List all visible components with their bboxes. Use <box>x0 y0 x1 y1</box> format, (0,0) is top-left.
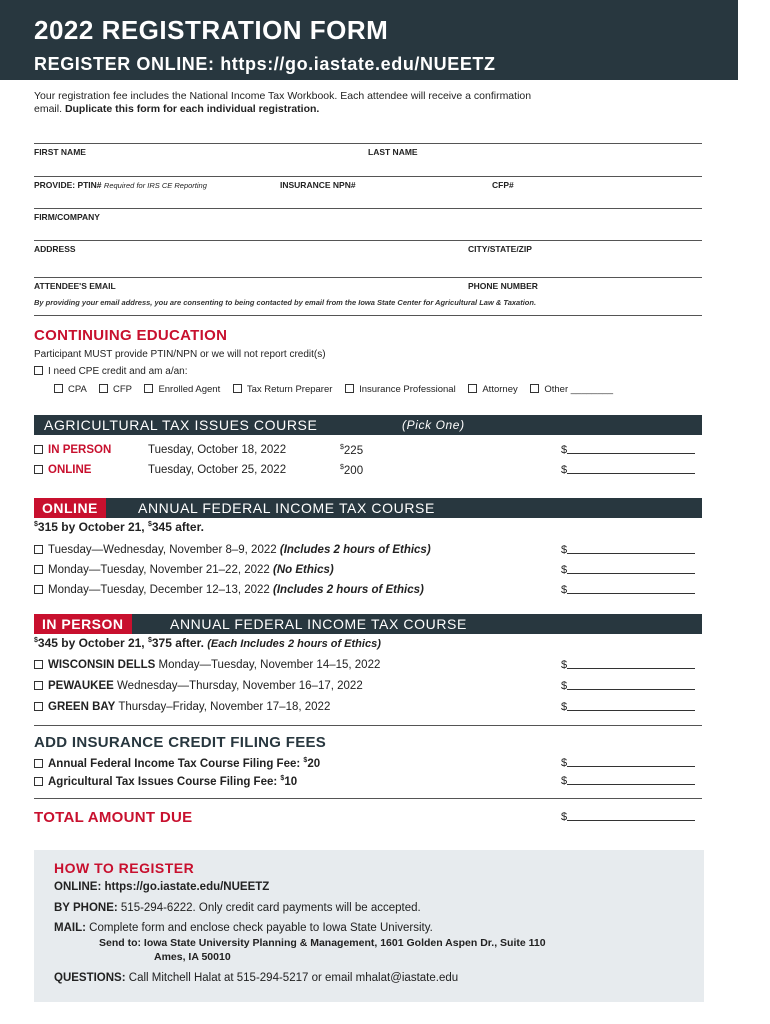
divider <box>34 798 702 799</box>
ce-option-other[interactable]: Other ________ <box>530 384 613 395</box>
howto-questions: QUESTIONS: Call Mitchell Halat at 515-294-5217 or email mhalat@iastate.edu <box>54 972 459 984</box>
online-option-nov-21[interactable]: Monday—Tuesday, November 21–22, 2022 (No Ethics) <box>34 564 334 576</box>
form-title: 2022 REGISTRATION FORM <box>34 15 389 45</box>
pewaukee-amount[interactable]: $ <box>561 680 701 692</box>
ce-option-tax-return-preparer[interactable]: Tax Return Preparer <box>233 384 333 395</box>
intro-line-1: Your registration fee includes the National Income Tax Workbook. Each attendee will receive a confirmation <box>34 90 532 102</box>
in-person-price-line: $345 by October 21, $375 after. (Each Includes 2 hours of Ethics) <box>34 636 381 650</box>
ptin-note: Required for IRS CE Reporting <box>103 181 207 190</box>
green-bay-amount[interactable]: $ <box>561 701 701 713</box>
first-name-field[interactable]: FIRST NAME <box>34 147 86 157</box>
ce-option-enrolled-agent[interactable]: Enrolled Agent <box>144 384 220 395</box>
ce-option-cpa[interactable]: CPA <box>54 384 86 395</box>
howto-phone: BY PHONE: 515-294-6222. Only credit card payments will be accepted. <box>54 902 421 914</box>
checkbox[interactable] <box>468 384 477 393</box>
checkbox[interactable] <box>99 384 108 393</box>
ag-course-pick-note: (Pick One) <box>402 418 465 432</box>
last-name-field[interactable]: LAST NAME <box>368 147 418 157</box>
insurance-federal-fee-amount[interactable]: $ <box>561 757 701 769</box>
in-person-tag: IN PERSON <box>34 614 132 634</box>
insurance-ag-fee-option[interactable]: Agricultural Tax Issues Course Filing Fee: $10 <box>34 775 297 788</box>
firm-field[interactable]: FIRM/COMPANY <box>34 212 100 222</box>
intro-line-2: email. <box>34 103 63 115</box>
ag-online-amount[interactable]: $ <box>561 464 701 476</box>
city-state-zip-field[interactable]: CITY/STATE/ZIP <box>468 244 532 254</box>
online-tag: ONLINE <box>34 498 106 518</box>
intro-text <box>34 90 694 116</box>
in-person-course-band <box>34 614 702 634</box>
ag-in-person-amount[interactable]: $ <box>561 444 701 456</box>
ag-online-price: $200 <box>340 464 364 477</box>
online-option-dec-12[interactable]: Monday—Tuesday, December 12–13, 2022 (Includes 2 hours of Ethics) <box>34 584 424 596</box>
checkbox[interactable] <box>34 565 43 574</box>
ag-in-person-option[interactable]: IN PERSON <box>34 444 111 456</box>
checkbox[interactable] <box>34 759 43 768</box>
checkbox[interactable] <box>34 366 43 375</box>
online-course-title: ANNUAL FEDERAL INCOME TAX COURSE <box>138 500 435 516</box>
phone-field[interactable]: PHONE NUMBER <box>468 281 538 291</box>
howto-mail: MAIL: Complete form and enclose check payable to Iowa State University. <box>54 922 433 934</box>
ag-in-person-price: $225 <box>340 444 364 457</box>
divider <box>34 240 702 241</box>
checkbox[interactable] <box>54 384 63 393</box>
ptin-field[interactable] <box>34 180 207 190</box>
checkbox[interactable] <box>34 777 43 786</box>
divider <box>34 143 702 144</box>
form-header <box>0 0 738 80</box>
ce-option-insurance-professional[interactable]: Insurance Professional <box>345 384 456 395</box>
checkbox[interactable] <box>144 384 153 393</box>
register-online-url[interactable]: REGISTER ONLINE: https://go.iastate.edu/NUEETZ <box>34 54 496 74</box>
ag-in-person-date: Tuesday, October 18, 2022 <box>148 444 287 456</box>
checkbox[interactable] <box>34 545 43 554</box>
in-person-course-title: ANNUAL FEDERAL INCOME TAX COURSE <box>170 616 467 632</box>
address-field[interactable]: ADDRESS <box>34 244 76 254</box>
checkbox[interactable] <box>530 384 539 393</box>
online-dec-12-amount[interactable]: $ <box>561 584 701 596</box>
wisconsin-dells-amount[interactable]: $ <box>561 659 701 671</box>
online-price-line: $315 by October 21, $345 after. <box>34 520 204 534</box>
divider <box>34 277 702 278</box>
in-person-option-green-bay[interactable]: GREEN BAY Thursday–Friday, November 17–18, 2022 <box>34 701 330 713</box>
ce-option-cfp[interactable]: CFP <box>99 384 132 395</box>
checkbox[interactable] <box>34 445 43 454</box>
divider <box>34 315 702 316</box>
checkbox[interactable] <box>34 702 43 711</box>
online-course-band <box>34 498 702 518</box>
online-option-nov-8[interactable]: Tuesday—Wednesday, November 8–9, 2022 (Includes 2 hours of Ethics) <box>34 544 431 556</box>
npn-field[interactable]: INSURANCE NPN# <box>280 180 356 190</box>
ce-options <box>54 384 613 395</box>
total-heading: TOTAL AMOUNT DUE <box>34 809 193 826</box>
checkbox[interactable] <box>34 660 43 669</box>
checkbox[interactable] <box>34 681 43 690</box>
divider <box>34 176 702 177</box>
ptin-label: PROVIDE: PTIN# <box>34 180 102 190</box>
checkbox[interactable] <box>345 384 354 393</box>
in-person-option-pewaukee[interactable]: PEWAUKEE Wednesday—Thursday, November 16–17, 2022 <box>34 680 363 692</box>
howto-send-to: Send to: Iowa State University Planning & Management, 1601 Golden Aspen Dr., Suite 110 <box>99 937 546 949</box>
checkbox[interactable] <box>34 465 43 474</box>
email-consent-note: By providing your email address, you are consenting to being contacted by email from the Iowa State Center for Agricultural Law & Taxation. <box>34 298 537 307</box>
ce-option-attorney[interactable]: Attorney <box>468 384 517 395</box>
ag-course-title: AGRICULTURAL TAX ISSUES COURSE <box>44 417 318 433</box>
howto-online-url[interactable]: ONLINE: https://go.iastate.edu/NUEETZ <box>54 881 270 893</box>
in-person-option-wisconsin-dells[interactable]: WISCONSIN DELLS Monday—Tuesday, November 14–15, 2022 <box>34 659 380 671</box>
ce-note: Participant MUST provide PTIN/NPN or we will not report credit(s) <box>34 349 326 360</box>
ce-need-label: I need CPE credit and am a/an: <box>48 366 188 377</box>
checkbox[interactable] <box>233 384 242 393</box>
cfp-field[interactable]: CFP# <box>492 180 514 190</box>
divider <box>34 208 702 209</box>
insurance-heading: ADD INSURANCE CREDIT FILING FEES <box>34 734 327 751</box>
online-nov-8-amount[interactable]: $ <box>561 544 701 556</box>
ce-heading: CONTINUING EDUCATION <box>34 327 228 344</box>
howto-city: Ames, IA 50010 <box>154 951 231 963</box>
insurance-ag-fee-amount[interactable]: $ <box>561 775 701 787</box>
total-amount[interactable]: $ <box>561 811 701 823</box>
checkbox[interactable] <box>34 585 43 594</box>
online-nov-21-amount[interactable]: $ <box>561 564 701 576</box>
email-field[interactable]: ATTENDEE'S EMAIL <box>34 281 116 291</box>
intro-duplicate-note: Duplicate this form for each individual registration. <box>64 103 320 115</box>
ce-need-checkbox-row[interactable] <box>34 366 188 377</box>
ag-course-band <box>34 415 702 435</box>
how-to-register-heading: HOW TO REGISTER <box>54 860 195 876</box>
how-to-register-box <box>34 850 704 1002</box>
ag-online-option[interactable]: ONLINE <box>34 464 91 476</box>
insurance-federal-fee-option[interactable]: Annual Federal Income Tax Course Filing Fee: $20 <box>34 757 320 770</box>
ag-online-date: Tuesday, October 25, 2022 <box>148 464 287 476</box>
divider <box>34 725 702 726</box>
